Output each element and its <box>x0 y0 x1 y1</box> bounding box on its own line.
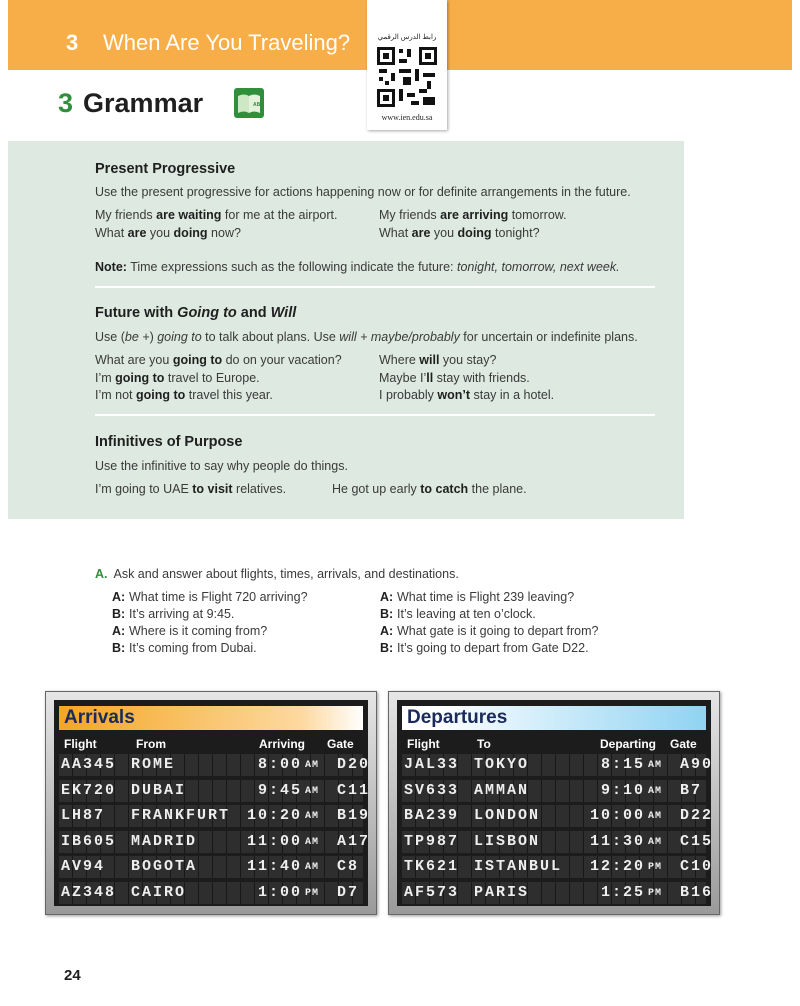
departures-ampm: PM <box>648 862 663 874</box>
arrivals-row <box>59 805 371 827</box>
departures-ampm: AM <box>648 811 663 823</box>
dialog-line: B: It’s coming from Dubai. <box>112 641 257 655</box>
arrivals-gate: D7 <box>337 884 360 901</box>
departures-time: 12:20 <box>589 858 645 876</box>
section-number: 3 <box>58 88 74 118</box>
departures-flight-code: SV633 <box>404 781 460 799</box>
departures-gate: C15 <box>680 832 714 850</box>
arrivals-city: DUBAI <box>131 781 187 799</box>
present-progressive-rule: Use the present progressive for actions happening now or for definite arrangements in the future. <box>95 185 631 199</box>
arrivals-time: 11:00 <box>246 832 302 850</box>
departures-row <box>402 754 714 776</box>
departures-ampm: AM <box>648 785 663 797</box>
col-departing: Departing <box>600 737 657 751</box>
arrivals-row <box>59 856 363 878</box>
col-arriving: Arriving <box>259 737 306 751</box>
arrivals-row <box>59 882 363 904</box>
page-number: 24 <box>64 967 81 984</box>
departures-time: 1:25 <box>600 884 645 901</box>
pp-example-left-2: What are you doing now? <box>95 226 241 240</box>
arrivals-flight-code: EK720 <box>61 781 117 799</box>
future-example-right-2: Maybe I’ll stay with friends. <box>379 371 530 385</box>
departures-time: 8:15 <box>600 756 645 773</box>
pp-example-right-2: What are you doing tonight? <box>379 226 540 240</box>
infinitives-example-1: I’m going to UAE to visit relatives. <box>95 482 287 496</box>
departures-gate: A90 <box>680 756 714 773</box>
grammar-divider <box>95 286 655 288</box>
col-flight: Flight <box>407 737 440 751</box>
dialog-line: B: It’s leaving at ten o’clock. <box>380 607 536 621</box>
infinitives-example-2: He got up early to catch the plane. <box>332 482 527 496</box>
departures-flight-code: AF573 <box>404 884 460 901</box>
arrivals-board-screen <box>54 700 371 906</box>
departures-time: 11:30 <box>589 832 645 850</box>
future-title: Future with Going to and Will <box>95 305 297 321</box>
arrivals-time: 9:45 <box>257 781 302 799</box>
departures-city: LISBON <box>474 832 541 850</box>
departures-row <box>402 856 714 878</box>
dialog-line: B: It’s arriving at 9:45. <box>112 607 235 621</box>
col-flight: Flight <box>64 737 97 751</box>
unit-number: 3 <box>66 30 79 55</box>
departures-row <box>402 831 714 853</box>
arrivals-flight-code: LH87 <box>61 807 106 825</box>
departures-city: AMMAN <box>474 781 530 799</box>
departures-time: 10:00 <box>589 807 645 825</box>
arrivals-ampm: AM <box>305 785 320 797</box>
arrivals-gate: B19 <box>337 807 371 825</box>
arrivals-time: 8:00 <box>257 756 302 773</box>
departures-gate: B7 <box>680 781 703 799</box>
future-rule: Use (be +) going to to talk about plans. Use will + maybe/probably for uncertain or indefinite plans. <box>95 330 638 344</box>
qr-code-icon <box>375 45 439 109</box>
qr-url[interactable]: www.ien.edu.sa <box>381 113 433 122</box>
unit-title: When Are You Traveling? <box>103 30 351 55</box>
departures-ampm: AM <box>648 836 663 848</box>
section-title: Grammar <box>83 88 204 118</box>
departures-gate: D22 <box>680 807 714 825</box>
dialog-line: A: What time is Flight 720 arriving? <box>112 590 308 604</box>
arrivals-flight-code: AA345 <box>61 756 117 773</box>
present-progressive-title: Present Progressive <box>95 161 236 177</box>
departures-board <box>388 691 720 915</box>
pp-example-left-1: My friends are waiting for me at the airport. <box>95 208 338 222</box>
arrivals-time: 1:00 <box>257 884 302 901</box>
departures-title: Departures <box>407 707 508 728</box>
arrivals-header <box>59 706 363 730</box>
dialog-line: A: What gate is it going to depart from? <box>380 624 599 638</box>
exercise-a-instruction: A. Ask and answer about flights, times, arrivals, and destinations. <box>95 567 459 581</box>
col-gate: Gate <box>670 737 697 751</box>
departures-row <box>402 780 706 802</box>
arrivals-ampm: AM <box>305 862 320 874</box>
departures-flight-code: TP987 <box>404 832 460 850</box>
departures-time: 9:10 <box>600 781 645 799</box>
arrivals-time: 11:40 <box>246 858 302 876</box>
departures-flight-code: JAL33 <box>404 756 460 773</box>
dialog-line: B: It’s going to depart from Gate D22. <box>380 641 589 655</box>
arrivals-city: ROME <box>131 756 176 773</box>
departures-board-screen <box>397 700 714 906</box>
grammar-divider <box>95 414 655 416</box>
arrivals-gate: D20 <box>337 756 371 773</box>
departures-gate: C10 <box>680 858 714 876</box>
departures-city: PARIS <box>474 884 530 901</box>
arrivals-ampm: PM <box>305 888 320 899</box>
qr-card[interactable] <box>367 0 447 130</box>
col-to: To <box>477 737 491 751</box>
arrivals-row <box>59 780 371 802</box>
departures-city: TOKYO <box>474 756 530 773</box>
arrivals-city: BOGOTA <box>131 858 198 876</box>
svg-text:ABC: ABC <box>253 102 264 108</box>
arrivals-city: MADRID <box>131 832 198 850</box>
departures-header <box>402 706 706 730</box>
qr-caption: رابط الدرس الرقمي <box>377 34 437 41</box>
arrivals-gate: A17 <box>337 832 371 850</box>
future-example-left-3: I’m not going to travel this year. <box>95 388 273 402</box>
departures-ampm: PM <box>648 888 663 899</box>
departures-flight-code: BA239 <box>404 807 460 825</box>
arrivals-flight-code: IB605 <box>61 832 117 850</box>
future-example-right-3: I probably won’t stay in a hotel. <box>379 388 555 402</box>
arrivals-flight-code: AV94 <box>61 858 106 876</box>
arrivals-title: Arrivals <box>64 707 135 728</box>
arrivals-gate: C8 <box>337 858 360 876</box>
arrivals-city: FRANKFURT <box>131 807 231 825</box>
infinitives-rule: Use the infinitive to say why people do things. <box>95 459 348 473</box>
col-from: From <box>136 737 166 751</box>
section-heading <box>58 88 203 119</box>
col-gate: Gate <box>327 737 354 751</box>
arrivals-row <box>59 831 371 853</box>
arrivals-time: 10:20 <box>246 807 302 825</box>
arrivals-gate: C11 <box>337 781 371 799</box>
departures-row <box>402 805 714 827</box>
future-example-left-1: What are you going to do on your vacation? <box>95 353 342 367</box>
departures-ampm: AM <box>648 760 663 771</box>
dialog-line: A: Where is it coming from? <box>112 624 268 638</box>
pp-example-right-1: My friends are arriving tomorrow. <box>379 208 567 222</box>
arrivals-ampm: AM <box>305 760 320 771</box>
arrivals-ampm: AM <box>305 811 320 823</box>
departures-city: ISTANBUL <box>474 858 563 876</box>
grammar-book-icon <box>233 87 265 119</box>
departures-city: LONDON <box>474 807 541 825</box>
future-example-right-1: Where will you stay? <box>379 353 497 367</box>
pp-note: Note: Time expressions such as the following indicate the future: tonight, tomorrow, next week. <box>95 260 620 274</box>
arrivals-flight-code: AZ348 <box>61 884 117 901</box>
infinitives-title: Infinitives of Purpose <box>95 434 243 450</box>
arrivals-city: CAIRO <box>131 884 187 901</box>
departures-gate: B16 <box>680 884 714 901</box>
departures-row <box>402 882 714 904</box>
departures-flight-code: TK621 <box>404 858 460 876</box>
future-example-left-2: I’m going to travel to Europe. <box>95 371 260 385</box>
arrivals-ampm: AM <box>305 836 320 848</box>
arrivals-board <box>45 691 377 915</box>
dialog-line: A: What time is Flight 239 leaving? <box>380 590 575 604</box>
arrivals-row <box>59 754 371 776</box>
